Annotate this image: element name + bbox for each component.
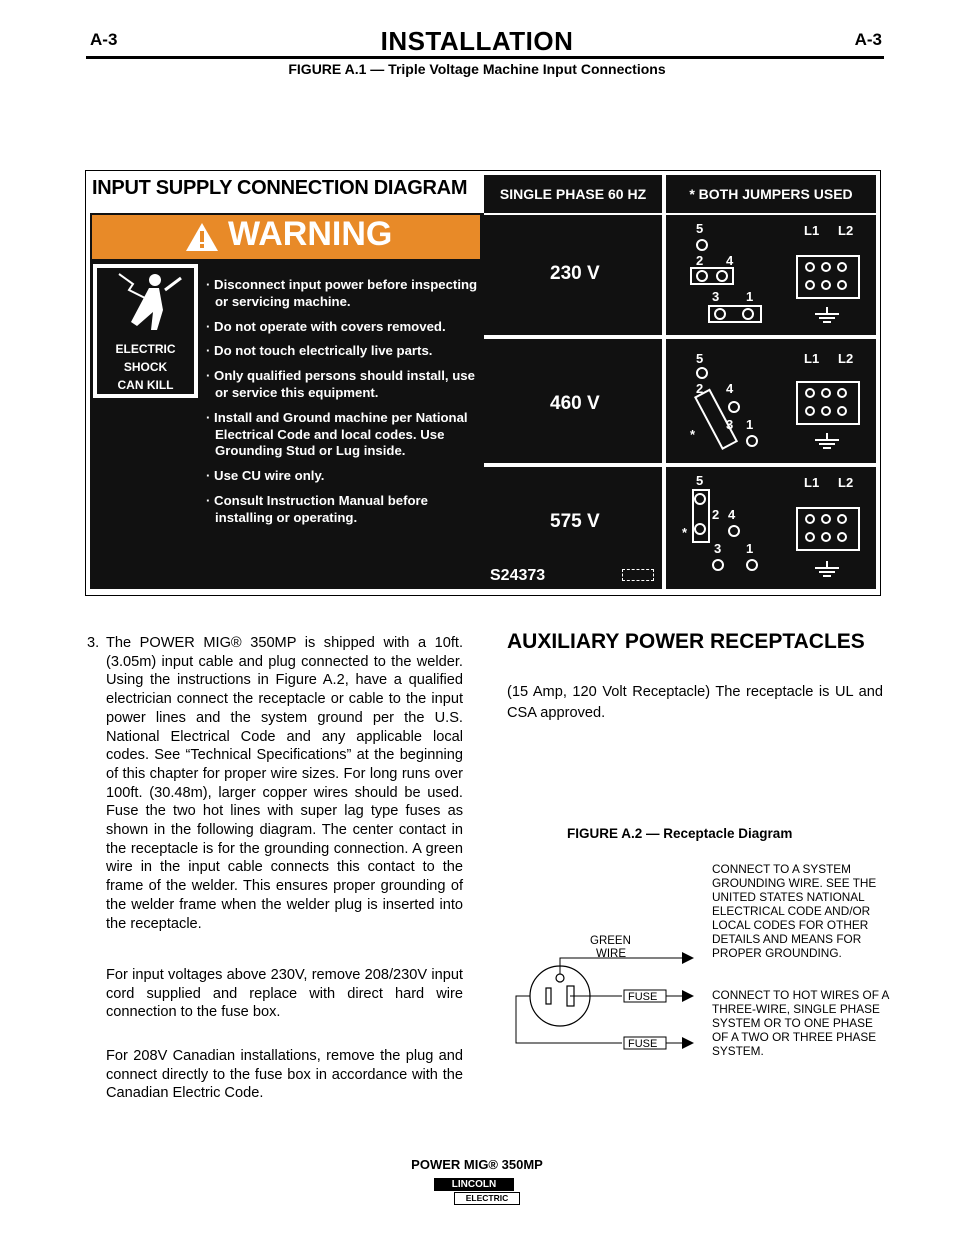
terminal-number: 4 [728, 507, 736, 522]
warning-bullet: · Consult Instruction Manual before installing or operating. [206, 492, 428, 525]
terminal-hole [742, 308, 754, 320]
terminal-hole [694, 523, 706, 535]
ground-icon [812, 433, 842, 453]
terminal-number: 2 [712, 507, 720, 522]
paragraph-canadian: For 208V Canadian installations, remove the plug and connect directly to the fuse box in accordance with the Canadian Electric Code. [106, 1048, 463, 1102]
logo-top: LINCOLN [434, 1178, 514, 1191]
terminal-hole [714, 308, 726, 320]
fuse-label: FUSE [628, 991, 658, 1003]
connection-230 [666, 215, 876, 335]
terminal-hole [696, 367, 708, 379]
jumpers-cell [666, 175, 876, 213]
terminal-hole [728, 525, 740, 537]
green-wire-label: WIRE [596, 948, 627, 960]
terminal-l1: L1 [804, 223, 820, 238]
figure2-caption: FIGURE A.2 — Receptacle Diagram [567, 826, 793, 841]
voltage-label: 460 V [550, 393, 600, 414]
warning-bullet: · Do not operate with covers removed. [206, 318, 446, 334]
arrow-icon [682, 1037, 694, 1049]
ground-icon [812, 307, 842, 327]
terminal-number: 3 [712, 289, 720, 304]
terminal-number: 3 [714, 541, 722, 556]
page-code-left: A-3 [90, 30, 118, 49]
aux-section-title: AUXILIARY POWER RECEPTACLES [507, 630, 865, 653]
warning-text: WARNING [228, 215, 393, 253]
jumpers-text: * BOTH JUMPERS USED [689, 186, 853, 202]
terminal-number: 1 [746, 289, 754, 304]
terminal-hole [746, 559, 758, 571]
fuse-label: FUSE [628, 1038, 658, 1050]
terminal-number: 1 [746, 541, 754, 556]
voltage-cell-575 [484, 467, 662, 589]
connection-575 [666, 467, 876, 589]
terminal-l2: L2 [838, 223, 854, 238]
electric-shock-box [93, 264, 198, 398]
terminal-hole [696, 239, 708, 251]
warning-bar [92, 215, 480, 259]
input-supply-label [85, 170, 881, 596]
terminal-hole [716, 270, 728, 282]
arrow-icon [682, 952, 694, 964]
jumper-star: * [690, 427, 696, 442]
page-code-right: A-3 [854, 30, 882, 49]
jumper-star: * [682, 525, 688, 540]
terminal-l1: L1 [804, 475, 820, 490]
logo-bottom: ELECTRIC [454, 1192, 520, 1205]
item-3 [87, 634, 463, 933]
warning-bullet: · Disconnect input power before inspecting or servicing machine. [206, 277, 478, 309]
voltage-label: 230 V [550, 263, 600, 284]
connection-460 [666, 339, 876, 463]
item-3-text: The POWER MIG® 350MP is shipped with a 10ft.(3.05m) input cable and plug connected to the welder. Using the instructions in Figure A.2, have a qualified electrician connect the receptacle or cable to the input power lines and the system ground per the U.S. National Electrical Code and any applicable local codes. See “Technical Specifications” at the beginning of this chapter for proper wire sizes. For long runs over 100ft. (30.48m), larger copper wires should be used. Fuse the two hot lines with super lag type fuses as shown in the following diagram. The center contact in the receptacle is for the grounding connection. A green wire in the input cable connects this contact to the frame of the welder. This ensures proper grounding of the welder frame when the welder plug is inserted into the receptacle. [106, 635, 463, 932]
terminal-holes-icon [798, 509, 858, 569]
warning-bullets [206, 277, 486, 535]
page-title: INSTALLATION [380, 26, 574, 56]
voltage-label: 575 V [550, 511, 600, 532]
terminal-hole [712, 559, 724, 571]
footer-model: POWER MIG® 350MP [411, 1157, 543, 1172]
warning-bullet: · Install and Ground machine per National Electrical Code and local codes. Use Grounding Stud or Lug inside. [206, 409, 468, 459]
aux-section-text: (15 Amp, 120 Volt Receptacle) The receptacle is UL and CSA approved. [507, 684, 883, 721]
neutral-slot [546, 988, 551, 1004]
item-number: 3. [87, 635, 100, 651]
warning-triangle-icon [184, 221, 220, 253]
terminal-number: 1 [746, 417, 754, 432]
figure1-caption: FIGURE A.1 — Triple Voltage Machine Input Connections [288, 61, 666, 77]
green-wire-label: GREEN [590, 935, 631, 947]
terminal-number: 2 [696, 253, 704, 268]
terminal-number: 3 [726, 417, 734, 432]
paragraph-high-voltage: For input voltages above 230V, remove 208/230V input cord supplied and replace with direct hard wire connection to the fuse box. [106, 967, 463, 1021]
terminal-hole [728, 401, 740, 413]
terminal-l1: L1 [804, 351, 820, 366]
terminal-l2: L2 [838, 351, 854, 366]
terminal-number: 4 [726, 253, 734, 268]
hot-wire-line [516, 996, 622, 1043]
terminal-number: 2 [696, 381, 704, 396]
ground-pin [556, 974, 564, 982]
shock-line: SHOCK [123, 360, 168, 374]
terminal-number: 5 [696, 351, 704, 366]
terminal-hole [696, 270, 708, 282]
warning-bullet: · Do not touch electrically live parts. [206, 343, 433, 359]
terminal-l2: L2 [838, 475, 854, 490]
voltage-cell-460 [484, 339, 662, 463]
arrow-icon [682, 990, 694, 1002]
ground-icon [812, 561, 842, 581]
electric-shock-icon [97, 268, 194, 340]
warning-bullet: · Use CU wire only. [206, 468, 325, 484]
phase-cell [484, 175, 662, 213]
warning-bullet: · Only qualified persons should install, use or service this equipment. [206, 368, 475, 400]
terminal-number: 5 [696, 473, 704, 488]
terminal-hole [694, 493, 706, 505]
terminal-hole [746, 435, 758, 447]
phase-text: SINGLE PHASE 60 HZ [499, 186, 647, 202]
shock-line: CAN KILL [117, 378, 174, 392]
electric-shock-text [97, 340, 194, 394]
hot-wire-note: CONNECT TO HOT WIRES OF A THREE-WIRE, SINGLE PHASE SYSTEM OR TO ONE PHASE OF A TWO OR THREE PHASE SYSTEM. [712, 988, 889, 1058]
label-title: INPUT SUPPLY CONNECTION DIAGRAM [92, 177, 468, 199]
terminal-number: 5 [696, 221, 704, 236]
receptacle-diagram [510, 930, 710, 1060]
part-number: S24373 [490, 567, 546, 584]
dashed-box [622, 569, 654, 581]
header-rule [86, 56, 884, 59]
ground-note: CONNECT TO A SYSTEM GROUNDING WIRE. SEE THE UNITED STATES NATIONAL ELECTRICAL CODE AND/OR LOCAL CODES FOR OTHER DETAILS AND MEANS FOR PROPER GROUNDING. [712, 862, 877, 960]
voltage-cell-230 [484, 215, 662, 335]
shock-line: ELECTRIC [115, 342, 176, 356]
lincoln-electric-logo [432, 1178, 522, 1206]
terminal-number: 4 [726, 381, 734, 396]
